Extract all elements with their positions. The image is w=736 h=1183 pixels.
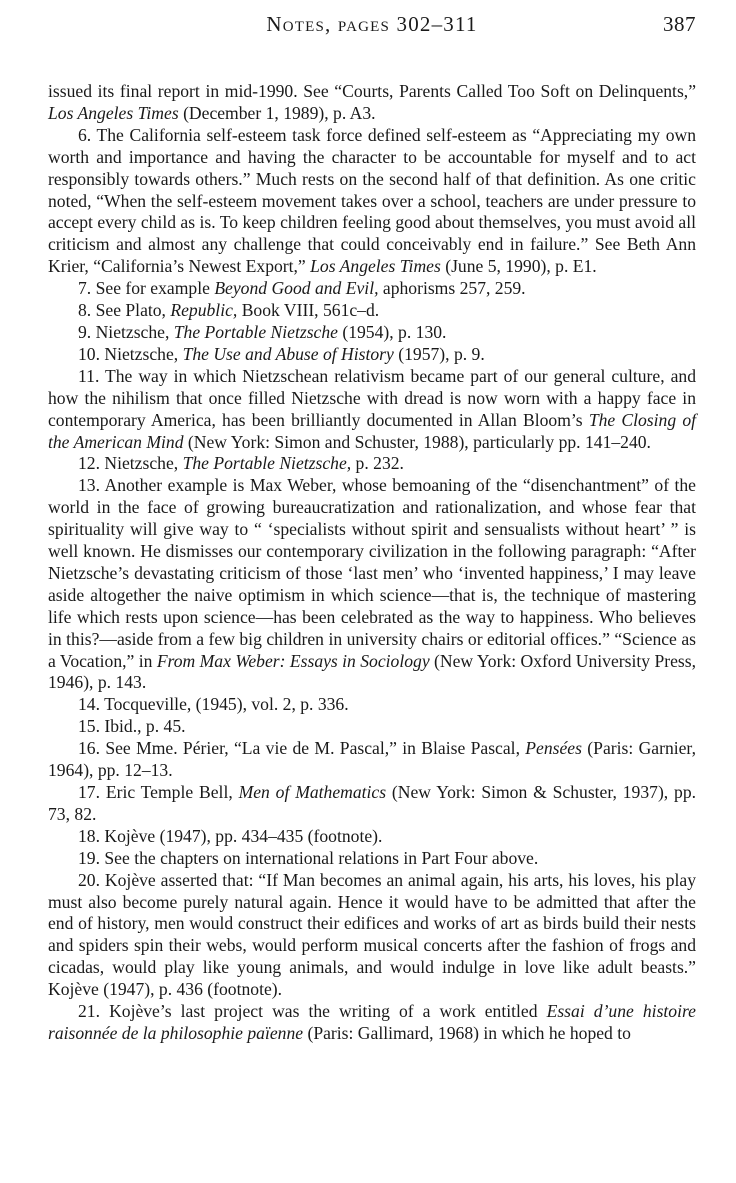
endnote	[48, 716, 696, 738]
endnote-title-italic: The Closing of the American Mind	[48, 409, 696, 452]
endnote-text: Kojève (1947), pp. 434–435 (footnote).	[104, 825, 383, 846]
endnote-text: Eric Temple Bell,	[105, 782, 239, 802]
endnote-text: The way in which Nietzschean relativism became part of our general culture, and how the nihilism that once filled Nietzsche with dread is now worn with a happy face in contemporary America, has been brilliantly documented in Allan Bloom’s	[48, 365, 696, 430]
endnote-title-italic: The Use and Abuse of History	[182, 343, 394, 364]
endnote-text: Nietzsche,	[104, 453, 183, 474]
endnote	[48, 870, 696, 1001]
endnote	[48, 738, 696, 782]
endnote-number: 19.	[78, 847, 105, 868]
endnote-number: 21.	[78, 1001, 110, 1022]
endnote-number: 14.	[78, 694, 105, 715]
endnote-text: See for example	[95, 278, 215, 299]
endnote	[48, 826, 696, 848]
endnote-text: (1954), p. 130.	[337, 321, 447, 342]
endnote-text: Book VIII, 561c–d.	[237, 300, 380, 321]
endnote-text: Kojève asserted that: “If Man becomes an animal again, his arts, his loves, his play must also become purely natural again. Hence it would have to be admitted that after the end of history, men would construct their edifices and works of art as birds build their nests and spiders spin their webs, would perform musical concerts after the fashion of frogs and cicadas, would play like young animals, and would indulge in love like adult beasts.” Kojève (1947), p. 436 (footnote).	[48, 869, 697, 1000]
endnote-text: (New York: Simon & Schuster, 1937), pp. 73, 82.	[48, 782, 697, 824]
endnote-text: Nietzsche,	[104, 343, 183, 364]
endnote	[48, 694, 696, 716]
endnote-text: (New York: Oxford University Press, 1946), p. 143.	[48, 650, 696, 693]
endnote-number: 9.	[78, 321, 96, 342]
endnote-title-italic: Los Angeles Times	[310, 256, 441, 277]
endnote-title-italic: Beyond Good and Evil,	[214, 278, 379, 299]
page-number: 387	[663, 12, 696, 36]
endnote-number: 13.	[78, 475, 105, 496]
endnote-number: 16.	[78, 738, 106, 759]
endnote-text: See Plato,	[95, 300, 171, 321]
endnote-text: See the chapters on international relations in Part Four above.	[104, 847, 539, 868]
endnote-text: (Paris: Gallimard, 1968) in which he hoped to	[303, 1022, 631, 1043]
endnote	[48, 1001, 696, 1045]
running-head-title: Notes, pages 302–311	[266, 12, 478, 36]
endnote-number: 17.	[78, 782, 106, 802]
endnote-number: 7.	[78, 278, 96, 299]
endnote	[48, 366, 696, 454]
endnote	[48, 453, 696, 475]
endnote	[48, 848, 696, 870]
endnote-text: The California self-esteem task force defined self-esteem as “Appreciating my own worth and importance and having the character to be accountable for myself and to act responsibly towards others.” Much rests on the second half of that definition. As one critic noted, “When the self-esteem movement takes over a school, teachers are under pressure to accept every child as is. To keep children feeling good about themselves, you must avoid all criticism and almost any challenge that could conceivably end in failure.” See Beth Ann Krier, “California’s Newest Export,”	[48, 124, 697, 277]
endnote-text: (1957), p. 9.	[393, 343, 485, 364]
endnote-text: issued its final report in mid-1990. See “Courts, Parents Called Too Soft on Delinquents,”	[48, 81, 696, 101]
endnote-number: 6.	[78, 124, 97, 145]
endnote-text: p. 232.	[351, 453, 404, 474]
endnote-title-italic: Los Angeles Times	[48, 102, 179, 123]
endnote-text: (June 5, 1990), p. E1.	[440, 256, 597, 277]
endnote-title-italic: Republic,	[170, 300, 238, 321]
endnote	[48, 475, 696, 694]
endnote-title-italic: Pensées	[525, 738, 582, 759]
endnote-number: 15.	[78, 716, 105, 737]
endnote-text: Ibid., p. 45.	[104, 716, 186, 737]
endnote	[48, 278, 696, 300]
endnote-text: Nietzsche,	[95, 321, 174, 342]
endnote-text: Tocqueville, (1945), vol. 2, p. 336.	[104, 694, 349, 715]
endnote-text: Kojève’s last project was the writing of a work entitled	[109, 1001, 547, 1022]
endnote-number: 11.	[78, 365, 105, 386]
endnote-text: aphorisms 257, 259.	[378, 278, 526, 299]
endnote	[48, 344, 696, 366]
endnote-text: (Paris: Garnier, 1964), pp. 12–13.	[48, 738, 696, 781]
endnote	[48, 782, 696, 826]
endnote-number: 18.	[78, 825, 105, 846]
endnote-title-italic: The Portable Nietzsche,	[182, 453, 352, 474]
endnote-title-italic: From Max Weber: Essays in Sociology	[156, 650, 430, 671]
endnote-title-italic: Men of Mathematics	[238, 782, 387, 802]
endnote	[48, 81, 696, 125]
endnote-number: 20.	[78, 869, 105, 890]
endnote-text: Another example is Max Weber, whose bemoaning of the “disenchantment” of the world in the face of growing bureaucratization and rationalization, and whose fear that spirituality will give way to “ ‘specialists without spirit and sensualists without heart’ ” is well known. He dismisses our contemporary civilization in the following paragraph: “After Nietzsche’s devastating criticism of those ‘last men’ who ‘invented happiness,’ I may leave aside altogether the naive optimism in which science—that is, the technique of mastering life which rests upon science—has been celebrated as the way to happiness. Who believes in this?—aside from a few big children in university chairs or editorial offices.” “Science as a Vocation,” in	[48, 475, 696, 671]
endnote	[48, 125, 696, 278]
endnote-title-italic: Essai d’une histoire raisonnée de la philosophie païenne	[48, 1001, 696, 1043]
endnote-text: (December 1, 1989), p. A3.	[178, 102, 376, 123]
running-head	[48, 12, 696, 42]
endnote	[48, 300, 696, 322]
endnote-text: (New York: Simon and Schuster, 1988), particularly pp. 141–240.	[183, 431, 651, 452]
endnotes-list	[48, 81, 696, 1045]
endnote-number: 8.	[78, 300, 96, 321]
endnote-title-italic: The Portable Nietzsche	[173, 321, 338, 342]
endnote-text: See Mme. Périer, “La vie de M. Pascal,” in Blaise Pascal,	[105, 738, 526, 759]
endnote-number: 12.	[78, 453, 105, 474]
endnote	[48, 322, 696, 344]
endnote-number: 10.	[78, 343, 105, 364]
